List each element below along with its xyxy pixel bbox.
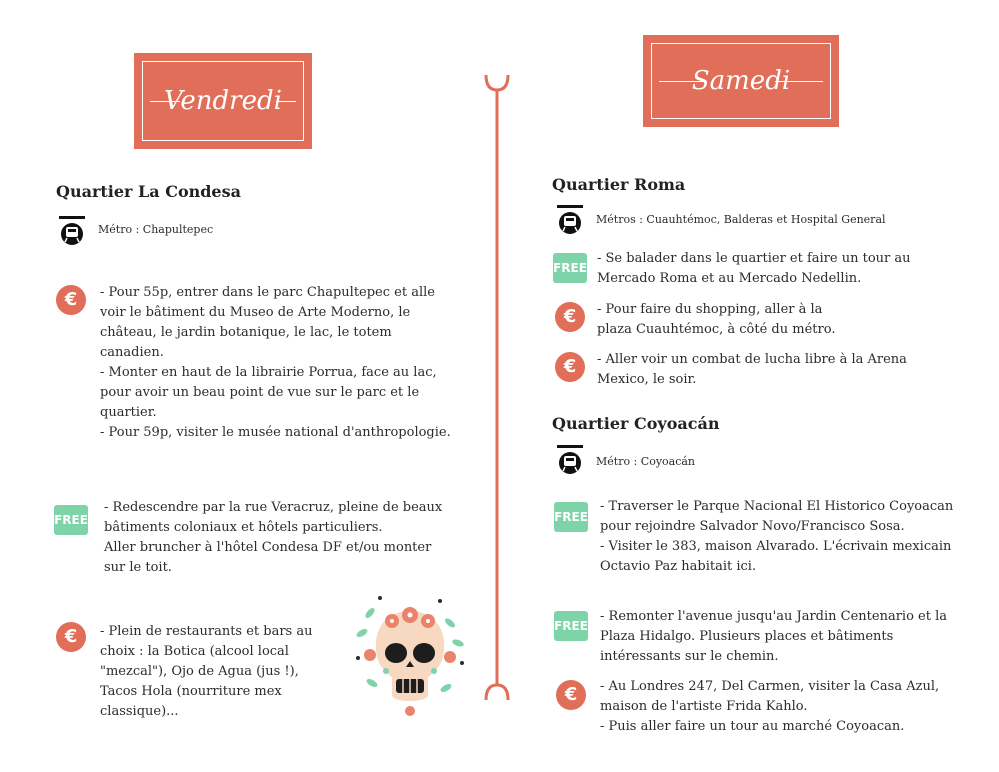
- activity-text: - Pour faire du shopping, aller à la plaza Cuauhtémoc, à côté du métro.: [597, 302, 836, 337]
- day-title: Samedi: [691, 66, 791, 96]
- activity-text: - Traverser le Parque Nacional El Historico Coyoacan pour rejoindre Salvador Novo/Francisco Sosa. - Visiter le 383, maison Alvarado. L'écrivain mexicain Octavio Paz habitait ici.: [600, 499, 954, 574]
- metro-icon: [58, 216, 86, 246]
- activity-text: - Se balader dans le quartier et faire un tour au Mercado Roma et au Mercado Nedellin.: [597, 251, 911, 286]
- free-icon: FREE: [54, 505, 88, 535]
- euro-icon: €: [555, 302, 585, 332]
- metro-text: Métro : Chapultepec: [98, 223, 214, 236]
- metro-icon: [556, 205, 584, 235]
- activity-text: - Remonter l'avenue jusqu'au Jardin Centenario et la Plaza Hidalgo. Plusieurs places et bâtiments intéressants sur le chemin.: [600, 609, 947, 664]
- activity-text: - Au Londres 247, Del Carmen, visiter la Casa Azul, maison de l'artiste Frida Kahlo. - Puis aller faire un tour au marché Coyoacan.: [600, 679, 940, 734]
- day-banner-vendredi: [134, 53, 312, 149]
- activity-text: - Pour 55p, entrer dans le parc Chapultepec et alle voir le bâtiment du Museo de Arte Moderno, le château, le jardin botanique, le lac, le totem canadien. - Monter en haut de la librairie Porrua, face au lac, pour avoir un beau point de vue sur le parc et le quartier. - Pour 59p, visiter le musée national d'anthropologie.: [100, 285, 451, 440]
- sugar-skull-illustration: [350, 583, 470, 721]
- day-title: Vendredi: [164, 86, 282, 116]
- free-icon: FREE: [554, 502, 588, 532]
- section-title: Quartier Coyoacán: [552, 414, 720, 433]
- euro-icon: €: [56, 622, 86, 652]
- metro-text: Métros : Cuauhtémoc, Balderas et Hospital General: [596, 213, 886, 226]
- activity-text: - Aller voir un combat de lucha libre à la Arena Mexico, le soir.: [597, 352, 907, 387]
- free-icon: FREE: [553, 253, 587, 283]
- euro-icon: €: [56, 285, 86, 315]
- day-banner-samedi: [643, 35, 839, 127]
- euro-icon: €: [555, 352, 585, 382]
- metro-text: Métro : Coyoacán: [596, 455, 696, 468]
- metro-icon: [556, 445, 584, 475]
- euro-icon: €: [556, 680, 586, 710]
- section-title: Quartier Roma: [552, 175, 686, 194]
- free-icon: FREE: [554, 611, 588, 641]
- section-title: Quartier La Condesa: [56, 182, 241, 201]
- activity-text: - Redescendre par la rue Veracruz, pleine de beaux bâtiments coloniaux et hôtels particuliers. Aller bruncher à l'hôtel Condesa DF et/ou monter sur le toit.: [104, 500, 443, 575]
- activity-text: - Plein de restaurants et bars au choix : la Botica (alcool local "mezcal"), Ojo de Agua (jus !), Tacos Hola (nourriture mex classique)...: [100, 624, 313, 719]
